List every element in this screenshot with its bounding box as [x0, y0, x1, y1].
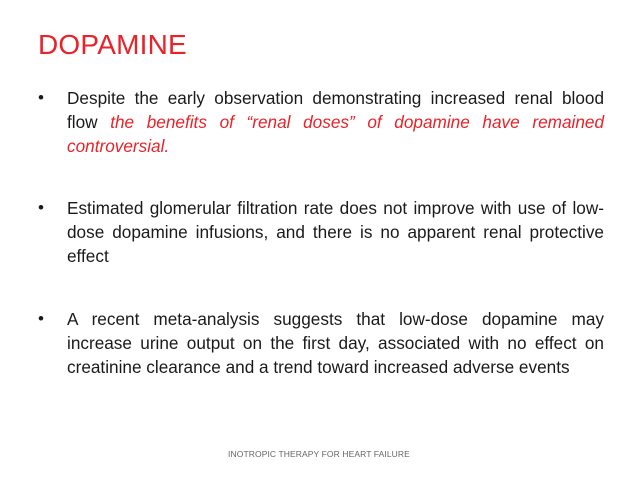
slide-title: DOPAMINE — [38, 29, 187, 60]
bullet-text-emphasis: the benefits of “renal doses” of dopamine have remained controversial. — [67, 112, 604, 156]
bullet-marker: • — [38, 88, 44, 107]
bullet-text — [67, 86, 604, 158]
bullet-text-plain: A recent meta-analysis suggests that low-dose dopamine may increase urine output on the first day, associated with no effect on creatinine clearance and a trend toward increased adverse events — [67, 309, 604, 377]
bullet-text — [67, 196, 604, 268]
bullet-text-plain: Estimated glomerular filtration rate does not improve with use of low-dose dopamine infusions, and there is no apparent renal protective effect — [67, 198, 604, 266]
slide-footer: INOTROPIC THERAPY FOR HEART FAILURE — [228, 449, 410, 459]
bullet-text — [67, 307, 604, 379]
bullet-text-plain: Despite the early observation demonstrating increased renal blood flow — [67, 88, 604, 132]
bullet-marker: • — [38, 309, 44, 328]
bullet-marker: • — [38, 198, 44, 217]
